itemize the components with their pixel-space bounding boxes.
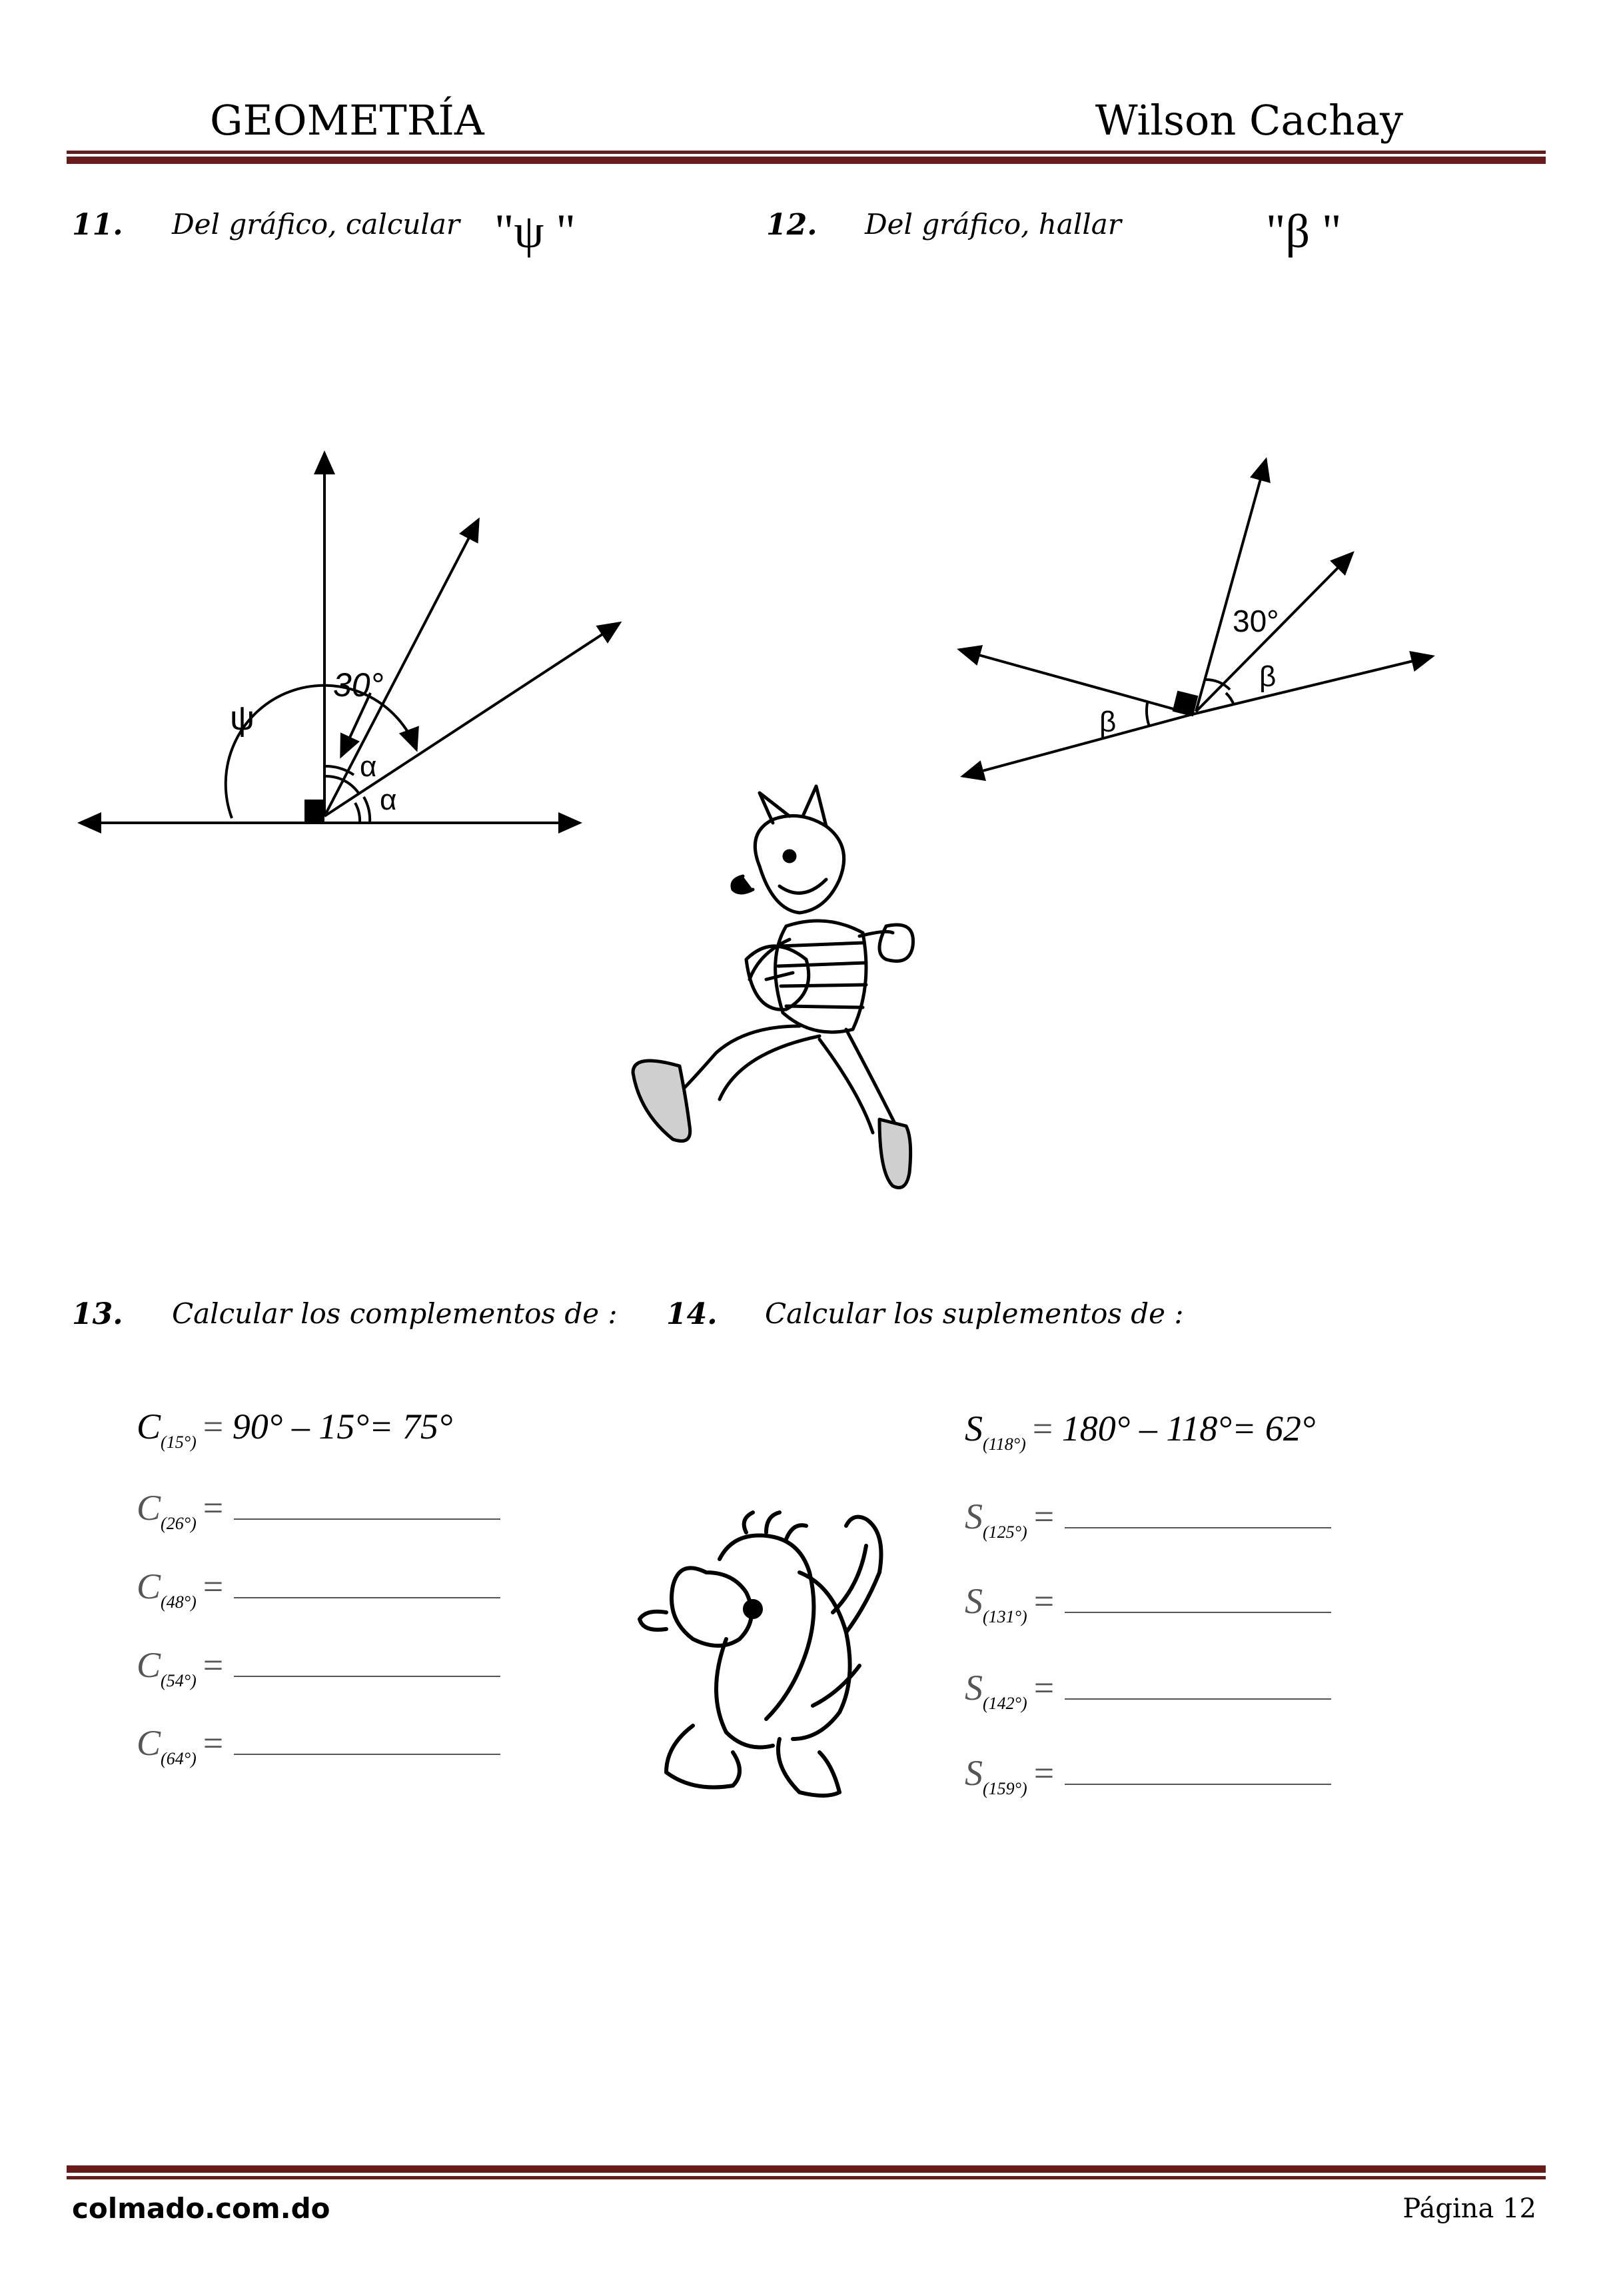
supplement-result: 180° – 118°= 62° <box>1061 1409 1316 1448</box>
problem-11-variable: "ψ " <box>494 205 576 258</box>
problem-14-text: Calcular los suplementos de : <box>765 1297 1184 1330</box>
fig11-label-30: 30° <box>333 666 384 704</box>
complement-row-4 <box>137 1644 500 1691</box>
monkey-illustration <box>640 1512 881 1796</box>
answer-blank[interactable] <box>1065 1697 1331 1700</box>
complement-arg: (15°) <box>161 1433 197 1452</box>
equals-sign: = <box>203 1723 224 1763</box>
fig12-ray-steep <box>1196 460 1266 712</box>
supplement-arg: (131°) <box>983 1607 1027 1626</box>
problem-11-text: Del gráfico, calcular <box>172 208 460 241</box>
equals-sign: = <box>1033 1668 1055 1708</box>
equals-sign: = <box>203 1566 224 1606</box>
complement-arg: (48°) <box>161 1592 197 1612</box>
fig12-arc-beta-right <box>1226 693 1234 705</box>
header-subject: GEOMETRÍA <box>210 96 484 145</box>
answer-blank[interactable] <box>234 1596 500 1598</box>
answer-blank[interactable] <box>234 1517 500 1520</box>
complement-symbol: C <box>137 1407 161 1446</box>
header-author: Wilson Cachay <box>1095 96 1403 145</box>
equals-sign: = <box>1033 1496 1055 1536</box>
supplement-symbol: S <box>965 1409 983 1448</box>
fig11-label-alpha-1: α <box>360 750 377 783</box>
equals-sign: = <box>203 1488 224 1528</box>
complement-symbol: C <box>137 1723 161 1763</box>
supplement-row-3 <box>965 1580 1331 1627</box>
equals-sign: = <box>1032 1409 1053 1448</box>
complement-arg: (26°) <box>161 1514 197 1533</box>
problem-11-number: 11. <box>72 208 123 242</box>
equals-sign: = <box>203 1645 224 1685</box>
supplement-row-1 <box>965 1408 1315 1454</box>
supplement-row-2 <box>965 1496 1331 1542</box>
supplement-symbol: S <box>965 1668 983 1708</box>
complement-row-1 <box>137 1406 452 1452</box>
problem-14-number: 14. <box>666 1297 718 1331</box>
fig12-ray-right <box>1193 656 1432 714</box>
complement-row-5 <box>137 1722 500 1769</box>
complement-row-3 <box>137 1566 500 1612</box>
runner-illustration <box>633 786 913 1188</box>
footer-rule-thick <box>67 2165 1546 2173</box>
problem-12-text: Del gráfico, hallar <box>865 208 1121 241</box>
answer-blank[interactable] <box>234 1674 500 1677</box>
footer-site-link[interactable]: colmado.com.do <box>72 2192 330 2225</box>
supplement-symbol: S <box>965 1581 983 1621</box>
answer-blank[interactable] <box>1065 1610 1331 1613</box>
equals-sign: = <box>203 1407 224 1446</box>
complement-row-2 <box>137 1487 500 1534</box>
problem-12-variable: "β " <box>1266 205 1342 258</box>
fig12-line-bottom <box>963 714 1193 776</box>
footer-page-number: Página 12 <box>1402 2193 1536 2224</box>
answer-blank[interactable] <box>234 1752 500 1755</box>
fig11-right-angle <box>304 800 324 823</box>
fig12-label-beta-left: β <box>1099 706 1117 738</box>
equals-sign: = <box>1033 1581 1055 1621</box>
fig11-alpha-arc-3 <box>355 803 360 823</box>
supplement-symbol: S <box>965 1753 983 1793</box>
fig11-label-alpha-2: α <box>380 784 397 816</box>
fig12-ray-left <box>959 650 1193 714</box>
supplement-arg: (118°) <box>983 1435 1026 1454</box>
supplement-symbol: S <box>965 1496 983 1536</box>
complement-symbol: C <box>137 1566 161 1606</box>
fig12-label-30: 30° <box>1233 604 1279 638</box>
answer-blank[interactable] <box>1065 1782 1331 1785</box>
answer-blank[interactable] <box>1065 1526 1331 1528</box>
fig11-label-psi: ψ <box>230 699 255 738</box>
supplement-row-4 <box>965 1667 1331 1714</box>
fig12-arc-beta-left <box>1147 703 1149 726</box>
supplement-row-5 <box>965 1752 1331 1799</box>
fig12-label-beta-right: β <box>1259 660 1277 693</box>
problem-12-number: 12. <box>766 208 817 242</box>
complement-arg: (54°) <box>161 1671 197 1690</box>
complement-arg: (64°) <box>161 1749 197 1768</box>
fig11-ray-shallow <box>324 623 620 816</box>
supplement-arg: (159°) <box>983 1779 1027 1798</box>
problem-13-text: Calcular los complementos de : <box>172 1297 618 1330</box>
figure-11 <box>80 453 620 823</box>
footer-rule-thin <box>67 2176 1546 2179</box>
supplement-arg: (125°) <box>983 1522 1027 1542</box>
figure-12 <box>959 460 1432 776</box>
problem-13-number: 13. <box>72 1297 123 1331</box>
fig11-alpha-arc-4 <box>364 797 370 823</box>
supplement-arg: (142°) <box>983 1694 1027 1713</box>
complement-result: 90° – 15°= 75° <box>232 1407 453 1446</box>
equals-sign: = <box>1033 1753 1055 1793</box>
complement-symbol: C <box>137 1645 161 1685</box>
complement-symbol: C <box>137 1488 161 1528</box>
